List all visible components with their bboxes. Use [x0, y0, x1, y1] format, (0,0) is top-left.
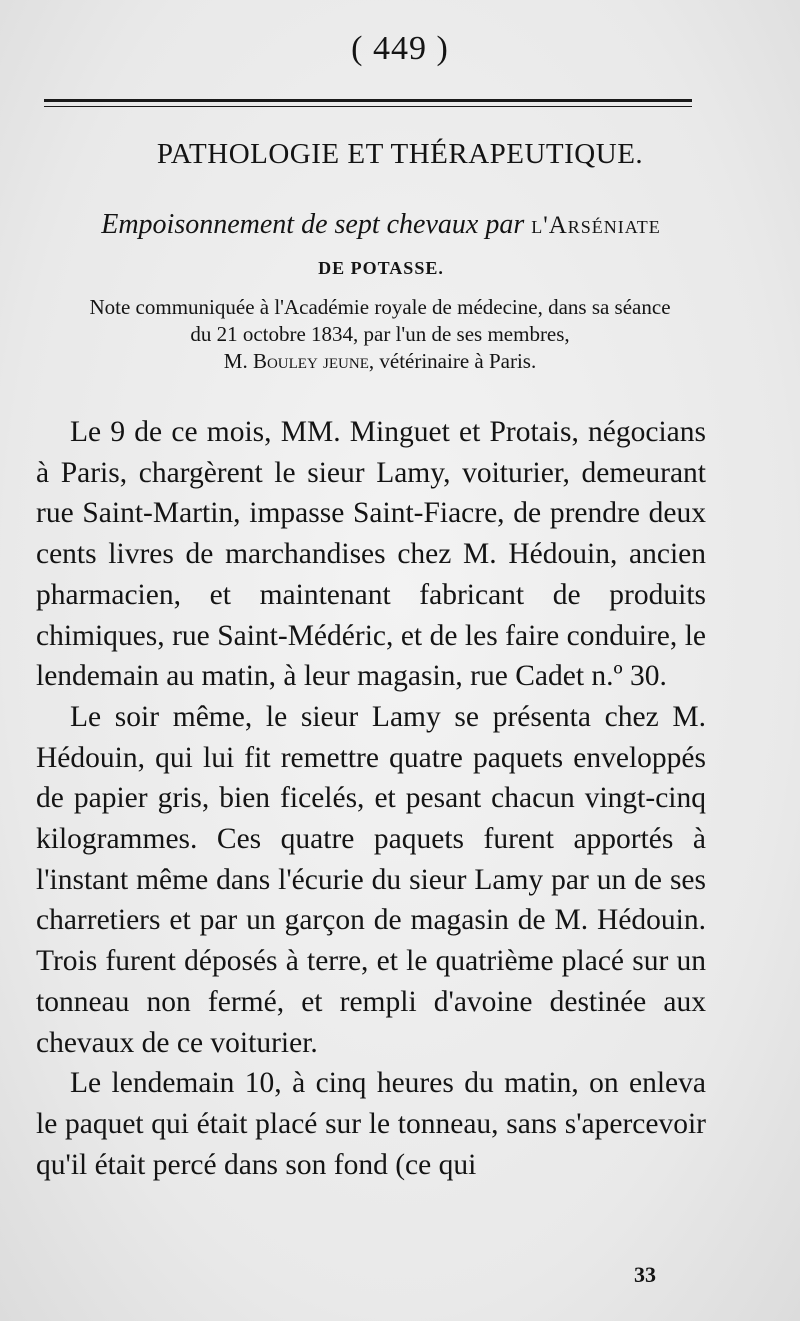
article-title-italic: Empoisonnement de sept chevaux par [101, 209, 525, 240]
article-title-line2: DE POTASSE. [318, 258, 444, 278]
note-line-3 [30, 348, 730, 375]
article-note [30, 294, 730, 375]
note-author: M. Bouley jeune [223, 349, 369, 373]
note-line-2: du 21 octobre 1834, par l'un de ses membres, [190, 322, 570, 346]
page-number: ( 449 ) [351, 30, 449, 67]
note-line-1: Note communiquée à l'Académie royale de médecine, dans sa séance [89, 295, 671, 319]
article-title [36, 205, 726, 288]
article-title-smallcaps: l'Arséniate [531, 212, 661, 239]
body-paragraph-3: Le lendemain 10, à cinq heures du matin, on enleva le paquet qui était placé sur le tonneau, sans s'apercevoir qu'il était percé dans son fond (ce qui [36, 1067, 706, 1181]
signature-mark: 33 [634, 1262, 656, 1287]
header-rule-thin [44, 106, 692, 107]
article-body [36, 412, 706, 1185]
note-author-rest: , vétérinaire à Paris. [368, 349, 537, 373]
body-paragraph-2: Le soir même, le sieur Lamy se présenta chez M. Hédouin, qui lui fit remettre quatre paquets enveloppés de papier gris, bien ficelés, et pesant chacun vingt-cinq kilogrammes. Ces quatre paquets furent apportés à l'instant même dans l'écurie du sieur Lamy par un de ses charretiers et par un garçon de magasin de M. Hédouin. Trois furent déposés à terre, et le quatrième placé sur un tonneau non fermé, et rempli d'avoine destinée aux chevaux de ce voiturier. [36, 700, 706, 1059]
header-rule-thick [44, 99, 692, 102]
body-paragraph-1: Le 9 de ce mois, MM. Minguet et Protais, négocians à Paris, chargèrent le sieur Lamy, voiturier, demeurant rue Saint-Martin, impasse Saint-Fiacre, de prendre deux cents livres de marchandises chez M. Hédouin, ancien pharmacien, et maintenant fabricant de produits chimiques, rue Saint-Médéric, et de les faire conduire, le lendemain au matin, à leur magasin, rue Cadet n.º 30. [36, 416, 706, 693]
section-title: PATHOLOGIE ET THÉRAPEUTIQUE. [156, 138, 644, 170]
